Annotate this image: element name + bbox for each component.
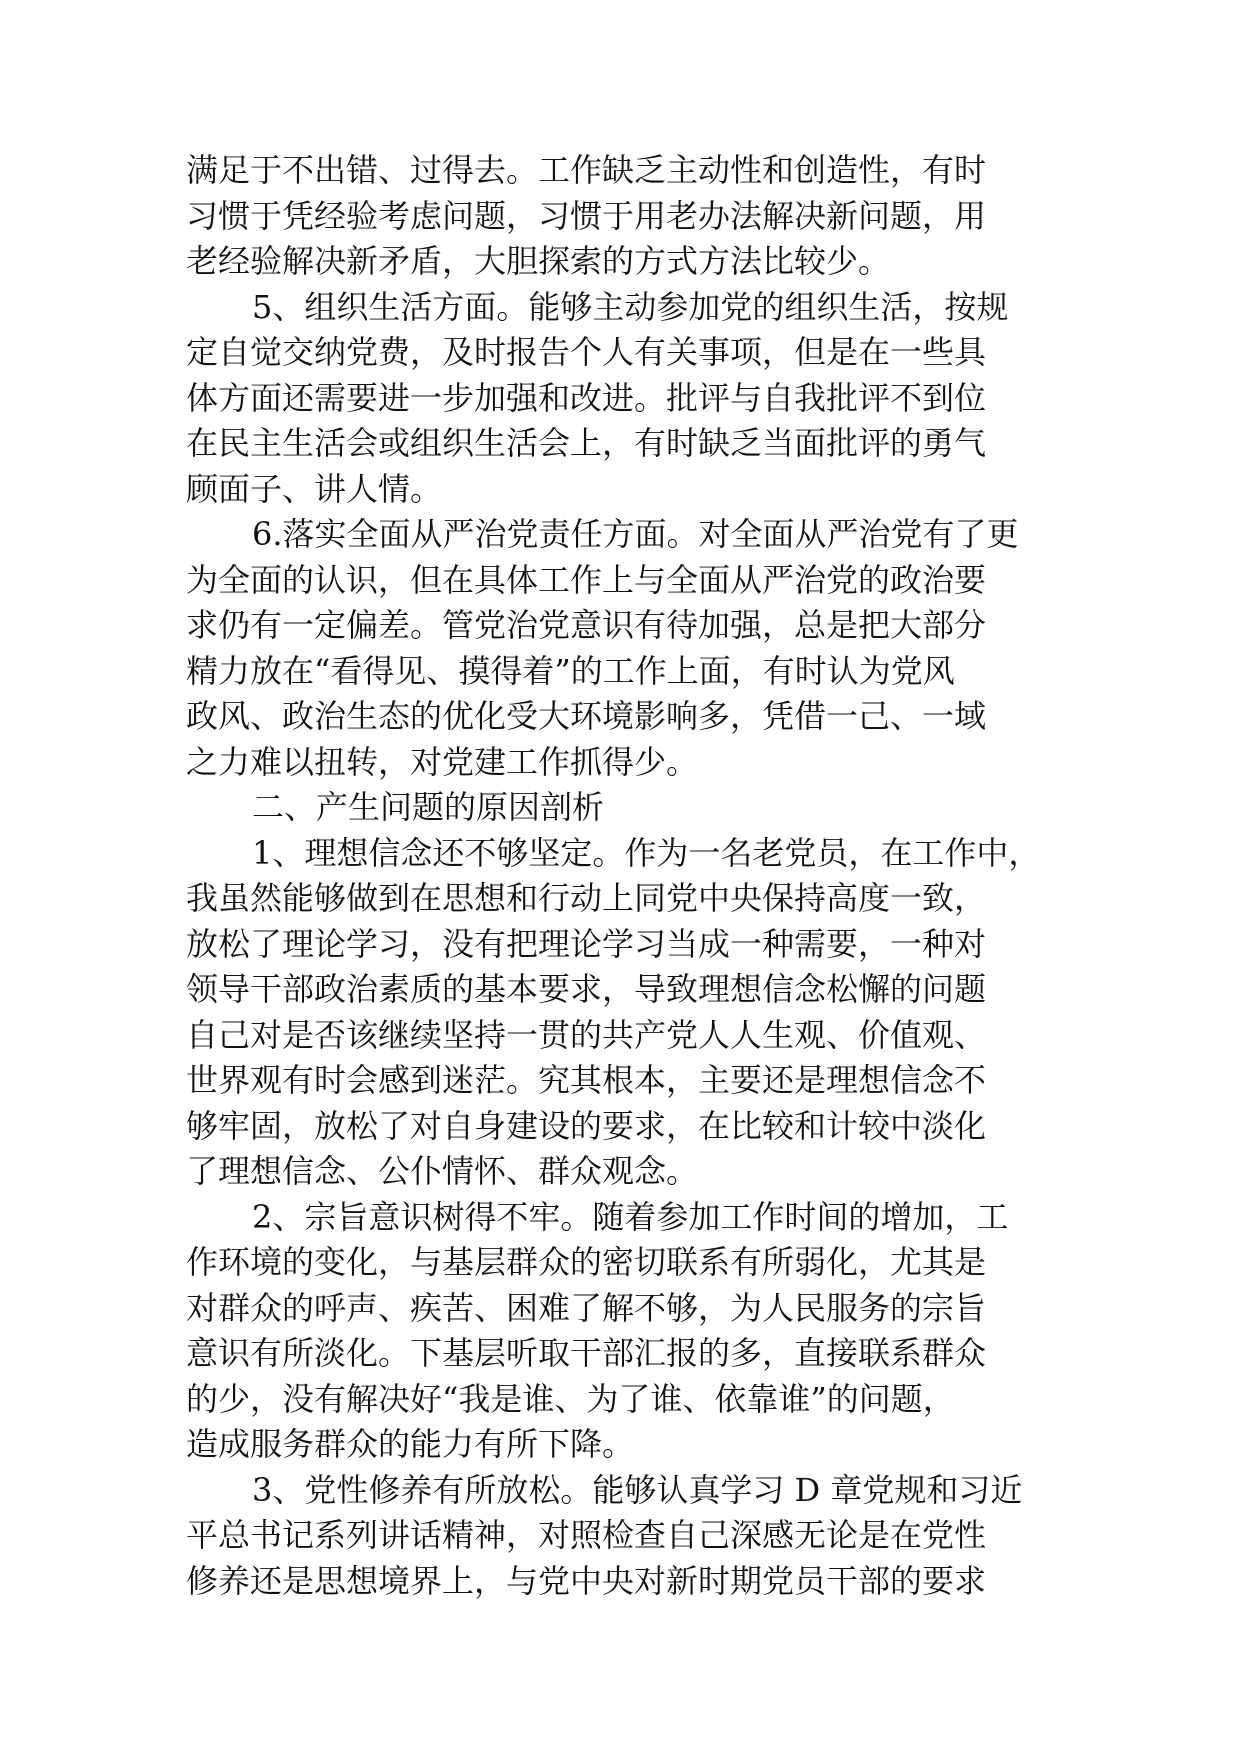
text-line: 够牢固，放松了对自身建设的要求，在比较和计较中淡化 xyxy=(186,1106,987,1145)
text-line: 作环境的变化，与基层群众的密切联系有所弱化，尤其是 xyxy=(186,1243,987,1281)
paragraph-start-line: 3、党性修养有所放松。能够认真学习 D 章党规和习近 xyxy=(252,1470,1023,1509)
text-line: 世界观有时会感到迷茫。究其根本，主要还是理想信念不 xyxy=(186,1061,987,1099)
text-line: 体方面还需要进一步加强和改进。批评与自我批评不到位 xyxy=(186,378,987,417)
text-line: 老经验解决新矛盾，大胆探索的方式方法比较少。 xyxy=(186,242,891,280)
text-line: 自己对是否该继续坚持一贯的共产党人人生观、价值观、 xyxy=(186,1015,987,1054)
text-line: 习惯于凭经验考虑问题，习惯于用老办法解决新问题，用 xyxy=(186,196,987,235)
text-line: 为全面的认识，但在具体工作上与全面从严治党的政治要 xyxy=(186,560,987,599)
paragraph-start-line: 1、理想信念还不够坚定。作为一名老党员，在工作中， xyxy=(252,833,1041,872)
text-line: 定自觉交纳党费，及时报告个人有关事项，但是在一些具 xyxy=(186,333,987,371)
text-line: 满足于不出错、过得去。工作缺乏主动性和创造性，有时 xyxy=(186,151,987,189)
text-line: 造成服务群众的能力有所下降。 xyxy=(186,1425,635,1463)
text-line: 顾面子、讲人情。 xyxy=(186,469,443,508)
text-line: 政风、政治生态的优化受大环境影响多，凭借一己、一域 xyxy=(186,697,987,735)
text-line: 放松了理论学习，没有把理论学习当成一种需要，一种对 xyxy=(186,924,987,963)
paragraph-start-line: 二、产生问题的原因剖析 xyxy=(252,788,605,826)
text-line: 在民主生活会或组织生活会上，有时缺乏当面批评的勇气 xyxy=(186,424,987,462)
text-line: 意识有所淡化。下基层听取干部汇报的多，直接联系群众 xyxy=(186,1334,987,1372)
text-line: 对群众的呼声、疾苦、困难了解不够，为人民服务的宗旨 xyxy=(186,1288,987,1327)
text-line: 精力放在“看得见、摸得着”的工作上面，有时认为党风 xyxy=(186,651,955,690)
text-line: 领导干部政治素质的基本要求，导致理想信念松懈的问题 xyxy=(186,970,987,1008)
text-line: 的少，没有解决好“我是谁、为了谁、依靠谁”的问题， xyxy=(186,1379,955,1418)
document-body xyxy=(186,148,1066,1604)
text-line: 了理想信念、公仆情怀、群众观念。 xyxy=(186,1152,699,1190)
text-line: 之力难以扭转，对党建工作抓得少。 xyxy=(186,742,699,781)
paragraph-start-line: 2、宗旨意识树得不牢。随着参加工作时间的增加，工 xyxy=(252,1197,1009,1236)
paragraph-start-line: 6.落实全面从严治党责任方面。对全面从严治党有了更 xyxy=(252,515,1019,553)
text-line: 修养还是思想境界上，与党中央对新时期党员干部的要求 xyxy=(186,1561,987,1600)
text-line: 我虽然能够做到在思想和行动上同党中央保持高度一致， xyxy=(186,879,987,917)
text-line: 求仍有一定偏差。管党治党意识有待加强，总是把大部分 xyxy=(186,606,987,644)
text-line: 平总书记系列讲话精神，对照检查自己深感无论是在党性 xyxy=(186,1516,987,1554)
paragraph-start-line: 5、组织生活方面。能够主动参加党的组织生活，按规 xyxy=(252,287,1009,326)
